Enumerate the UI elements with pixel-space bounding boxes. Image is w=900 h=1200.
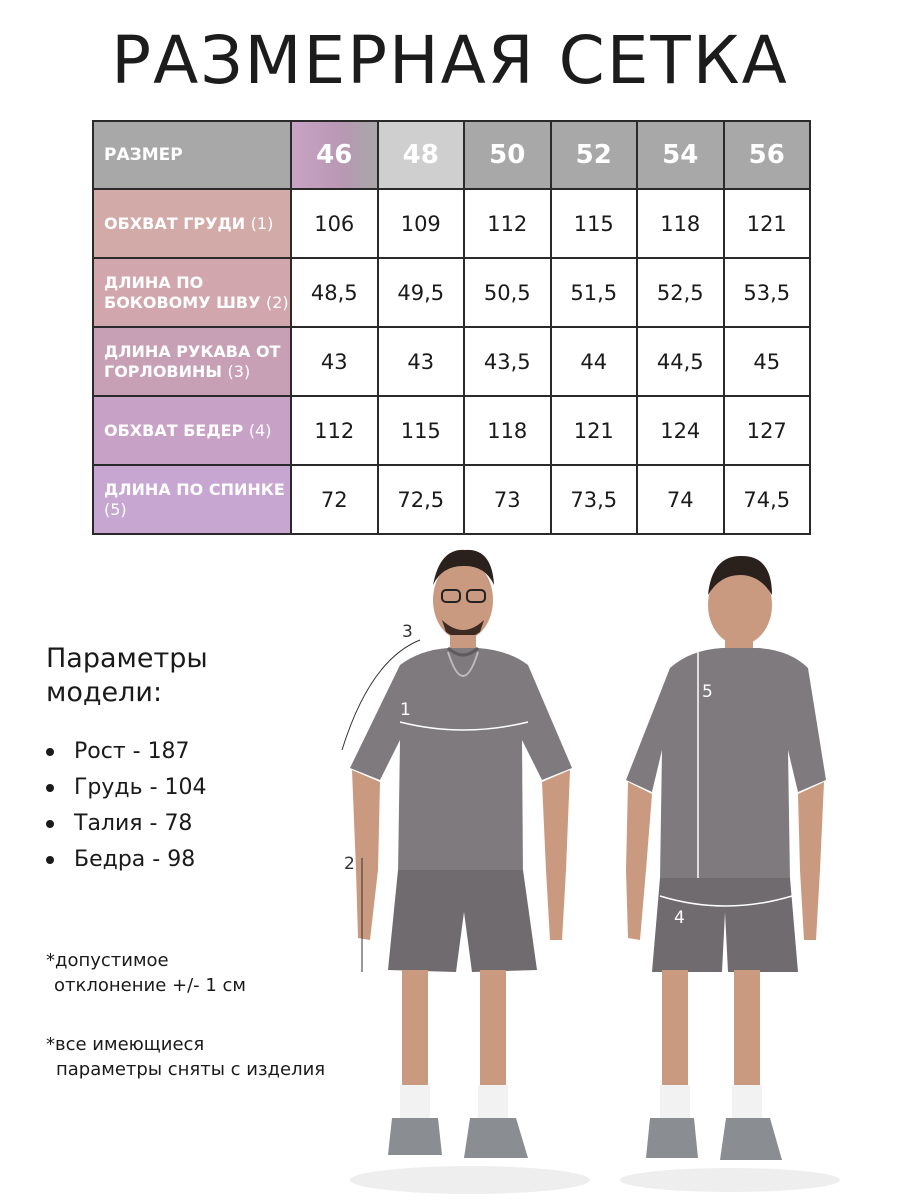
measure-mark-3: 3 (402, 622, 413, 642)
table-cell: 124 (637, 396, 724, 465)
header-label: РАЗМЕР (93, 121, 291, 189)
param-text: Грудь - 104 (74, 775, 207, 800)
row-label-main: ОБХВАТ БЕДЕР (104, 420, 244, 440)
param-text: Рост - 187 (74, 739, 190, 764)
size-table (92, 120, 811, 535)
table-row (93, 189, 810, 258)
note-line: *все имеющиеся (46, 1034, 205, 1055)
table-cell: 121 (551, 396, 638, 465)
list-item (46, 842, 207, 878)
measure-mark-1: 1 (400, 700, 411, 720)
size-header: 54 (637, 121, 724, 189)
row-label-main: ДЛИНА ПО СПИНКЕ (104, 479, 285, 499)
table-cell: 72,5 (378, 465, 465, 534)
model-illustration (330, 540, 900, 1200)
row-label-main: ОБХВАТ ГРУДИ (104, 213, 246, 233)
table-cell: 43 (291, 327, 378, 396)
size-header: 48 (378, 121, 465, 189)
size-header: 46 (291, 121, 378, 189)
bullet-icon (46, 784, 54, 792)
table-cell: 50,5 (464, 258, 551, 327)
table-cell: 48,5 (291, 258, 378, 327)
row-label-index: (2) (265, 292, 289, 312)
param-text: Бедра - 98 (74, 847, 196, 872)
model-figures-svg (330, 540, 900, 1200)
front-figure (342, 550, 572, 1158)
row-label (93, 189, 291, 258)
bullet-icon (46, 820, 54, 828)
table-cell: 118 (637, 189, 724, 258)
size-header: 50 (464, 121, 551, 189)
table-cell: 45 (724, 327, 811, 396)
table-cell: 74 (637, 465, 724, 534)
floor-shadow (350, 1166, 590, 1194)
table-row (93, 465, 810, 534)
table-cell: 106 (291, 189, 378, 258)
table-cell: 53,5 (724, 258, 811, 327)
table-cell: 43 (378, 327, 465, 396)
table-cell: 44 (551, 327, 638, 396)
row-label (93, 396, 291, 465)
model-params-list (46, 734, 207, 878)
row-label-main: ДЛИНА ПО БОКОВОМУ ШВУ (104, 272, 261, 312)
page-title: РАЗМЕРНАЯ СЕТКА (111, 22, 789, 99)
note-line: отклонение +/- 1 см (54, 975, 247, 996)
row-label-index: (4) (248, 420, 272, 440)
size-header-row (93, 121, 810, 189)
row-label (93, 258, 291, 327)
row-label-index: (3) (227, 361, 251, 381)
model-params-title: Параметры модели: (46, 643, 208, 708)
table-cell: 73 (464, 465, 551, 534)
bullet-icon (46, 856, 54, 864)
table-cell: 127 (724, 396, 811, 465)
table-cell: 51,5 (551, 258, 638, 327)
row-label-index: (1) (250, 213, 274, 233)
table-row (93, 396, 810, 465)
table-cell: 121 (724, 189, 811, 258)
row-label (93, 465, 291, 534)
size-header: 52 (551, 121, 638, 189)
table-cell: 118 (464, 396, 551, 465)
table-cell: 112 (464, 189, 551, 258)
table-cell: 49,5 (378, 258, 465, 327)
row-label-index: (5) (104, 499, 127, 519)
size-header: 56 (724, 121, 811, 189)
list-item (46, 770, 207, 806)
param-text: Талия - 78 (74, 811, 193, 836)
table-row (93, 327, 810, 396)
table-cell: 52,5 (637, 258, 724, 327)
measure-mark-4: 4 (674, 908, 685, 928)
table-row (93, 258, 810, 327)
floor-shadow (620, 1168, 840, 1192)
measure-mark-5: 5 (702, 682, 713, 702)
list-item (46, 734, 207, 770)
tolerance-note (46, 948, 246, 998)
table-cell: 73,5 (551, 465, 638, 534)
table-cell: 44,5 (637, 327, 724, 396)
table-cell: 74,5 (724, 465, 811, 534)
table-cell: 109 (378, 189, 465, 258)
table-cell: 72 (291, 465, 378, 534)
table-cell: 115 (378, 396, 465, 465)
measurement-note (46, 1032, 325, 1082)
back-figure (626, 556, 826, 1160)
note-line: *допустимое (46, 950, 169, 971)
note-line: параметры сняты с изделия (56, 1059, 326, 1080)
list-item (46, 806, 207, 842)
table-cell: 43,5 (464, 327, 551, 396)
table-cell: 112 (291, 396, 378, 465)
row-label (93, 327, 291, 396)
row-label-main: ДЛИНА РУКАВА ОТ ГОРЛОВИНЫ (104, 341, 281, 381)
table-cell: 115 (551, 189, 638, 258)
measure-mark-2: 2 (344, 854, 355, 874)
bullet-icon (46, 748, 54, 756)
